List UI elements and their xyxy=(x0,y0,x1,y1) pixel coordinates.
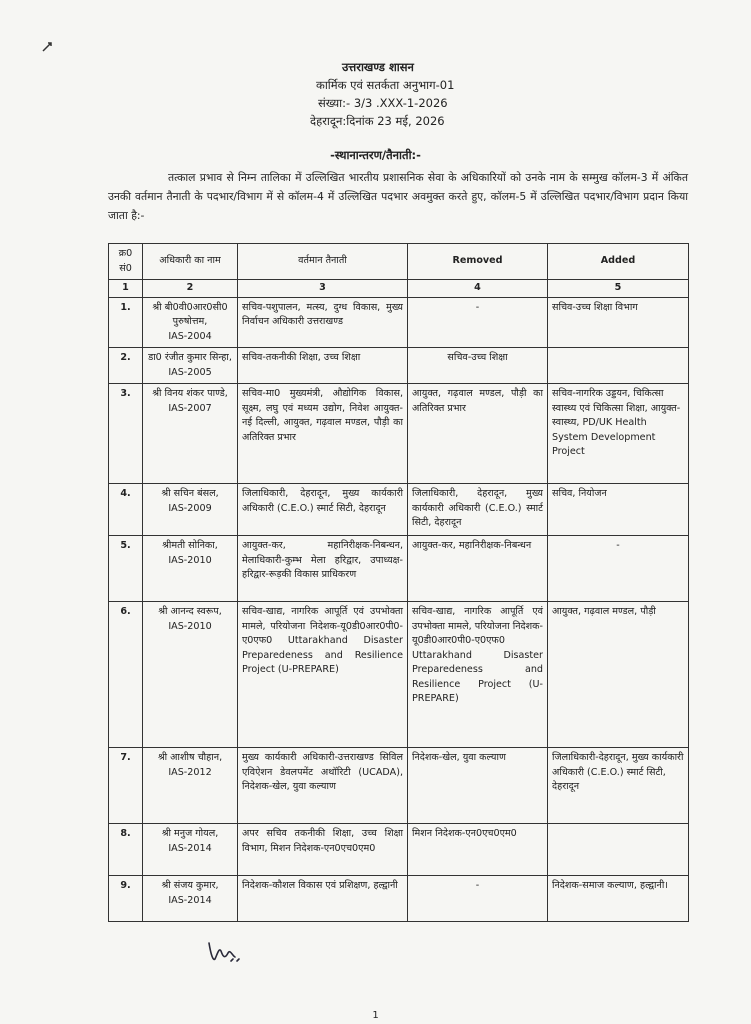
current-posting: अपर सचिव तकनीकी शिक्षा, उच्च शिक्षा विभाग, मिशन निदेशक-एन0एच0एम0 xyxy=(238,824,408,876)
officer-service: IAS-2012 xyxy=(168,766,212,778)
removed-charge: सचिव-उच्च शिक्षा xyxy=(408,348,548,384)
table-row xyxy=(109,748,689,824)
officer-cell xyxy=(143,876,238,922)
transfer-table xyxy=(108,243,689,922)
officer-name: श्री आनन्द स्वरूप, xyxy=(158,606,222,617)
officer-service: IAS-2005 xyxy=(168,366,212,378)
table-header-row xyxy=(109,244,689,280)
signature-mark-icon xyxy=(205,935,245,965)
officer-service: IAS-2010 xyxy=(168,554,212,566)
officer-name: श्री मनुज गोयल, xyxy=(161,828,219,839)
column-number: 3 xyxy=(238,280,408,298)
officer-cell xyxy=(143,484,238,536)
serial-number: 6. xyxy=(109,602,143,748)
serial-number: 1. xyxy=(109,297,143,348)
added-charge xyxy=(548,824,689,876)
officer-service: IAS-2014 xyxy=(168,842,212,854)
current-posting: सचिव-तकनीकी शिक्षा, उच्च शिक्षा xyxy=(238,348,408,384)
removed-charge: - xyxy=(408,297,548,348)
serial-number: 4. xyxy=(109,484,143,536)
current-posting: जिलाधिकारी, देहरादून, मुख्य कार्यकारी अधिकारी (C.E.O.) स्मार्ट सिटी, देहरादून xyxy=(238,484,408,536)
added-charge: जिलाधिकारी-देहरादून, मुख्य कार्यकारी अधिकारी (C.E.O.) स्मार्ट सिटी, देहरादून xyxy=(548,748,689,824)
serial-number: 5. xyxy=(109,536,143,602)
officer-cell xyxy=(143,348,238,384)
added-charge xyxy=(548,348,689,384)
removed-charge: निदेशक-खेल, युवा कल्याण xyxy=(408,748,548,824)
removed-charge: सचिव-खाद्य, नागरिक आपूर्ति एवं उपभोक्ता मामले, परियोजना निदेशक-यू0डी0आर0पी0-ए0एफ0 Uttarakhand Disaster Preparedeness and Resilience Project (U-PREPARE) xyxy=(408,602,548,748)
header-officer-name: अधिकारी का नाम xyxy=(143,244,238,280)
page-number: 1 xyxy=(372,1010,379,1021)
officer-name: श्री आशीष चौहान, xyxy=(157,752,223,763)
table-row xyxy=(109,384,689,484)
removed-charge: मिशन निदेशक-एन0एच0एम0 xyxy=(408,824,548,876)
column-number: 5 xyxy=(548,280,689,298)
header-serial: क्र0 सं0 xyxy=(109,244,143,280)
officer-cell xyxy=(143,384,238,484)
table-row xyxy=(109,824,689,876)
officer-cell xyxy=(143,297,238,348)
added-charge: सचिव, नियोजन xyxy=(548,484,689,536)
added-charge: सचिव-उच्च शिक्षा विभाग xyxy=(548,297,689,348)
header-removed: Removed xyxy=(408,244,548,280)
officer-cell xyxy=(143,536,238,602)
officer-name: श्री सचिन बंसल, xyxy=(161,488,219,499)
added-charge: - xyxy=(548,536,689,602)
order-subject: -स्थानान्तरण/तैनाती:- xyxy=(330,148,421,162)
column-number: 1 xyxy=(109,280,143,298)
serial-number: 2. xyxy=(109,348,143,384)
table-row xyxy=(109,876,689,922)
current-posting: निदेशक-कौशल विकास एवं प्रशिक्षण, हल्द्वानी xyxy=(238,876,408,922)
officer-service: IAS-2010 xyxy=(168,620,212,632)
current-posting: सचिव-खाद्य, नागरिक आपूर्ति एवं उपभोक्ता मामले, परियोजना निदेशक-यू0डी0आर0पी0-ए0एफ0 Uttarakhand Disaster Preparedeness and Resilience Project (U-PREPARE) xyxy=(238,602,408,748)
serial-number: 8. xyxy=(109,824,143,876)
officer-name: डा0 रंजीत कुमार सिन्हा, xyxy=(148,352,232,363)
removed-charge: आयुक्त-कर, महानिरीक्षक-निबन्धन xyxy=(408,536,548,602)
header-current-posting: वर्तमान तैनाती xyxy=(238,244,408,280)
place-date: देहरादून:दिनांक 23 मई, 2026 xyxy=(310,114,445,128)
serial-number: 9. xyxy=(109,876,143,922)
column-number-row xyxy=(109,280,689,298)
margin-mark-icon xyxy=(40,40,54,54)
removed-charge: जिलाधिकारी, देहरादून, मुख्य कार्यकारी अधिकारी (C.E.O.) स्मार्ट सिटी, देहरादून xyxy=(408,484,548,536)
current-posting: सचिव-पशुपालन, मत्स्य, दुग्ध विकास, मुख्य निर्वाचन अधिकारी उत्तराखण्ड xyxy=(238,297,408,348)
serial-number: 3. xyxy=(109,384,143,484)
header-added: Added xyxy=(548,244,689,280)
added-charge: निदेशक-समाज कल्याण, हल्द्वानी। xyxy=(548,876,689,922)
officer-service: IAS-2009 xyxy=(168,502,212,514)
table-row xyxy=(109,297,689,348)
column-number: 4 xyxy=(408,280,548,298)
removed-charge: आयुक्त, गढ़वाल मण्डल, पौड़ी का अतिरिक्त प्रभार xyxy=(408,384,548,484)
document-header xyxy=(300,58,540,130)
officer-name: श्री विनय शंकर पाण्डे, xyxy=(152,388,228,399)
department-name: उत्तराखण्ड शासन xyxy=(342,60,414,74)
table-row xyxy=(109,484,689,536)
table-row xyxy=(109,602,689,748)
officer-cell xyxy=(143,748,238,824)
serial-number: 7. xyxy=(109,748,143,824)
removed-charge: - xyxy=(408,876,548,922)
added-charge: आयुक्त, गढ़वाल मण्डल, पौड़ी xyxy=(548,602,689,748)
column-number: 2 xyxy=(143,280,238,298)
order-paragraph: तत्काल प्रभाव से निम्न तालिका में उल्लिखित भारतीय प्रशासनिक सेवा के अधिकारियों को उनके नाम के सम्मुख कॉलम-3 में अंकित उनकी वर्तमान तैनाती के पदभार/विभाग में से कॉलम-4 में उल्लिखित पदभार अवमुक्त करते हुए, कॉलम-5 में उल्लिखित पदभार/विभाग प्रदान किया जाता है:- xyxy=(108,171,688,222)
added-charge: सचिव-नागरिक उड्डयन, चिकित्सा स्वास्थ्य एवं चिकित्सा शिक्षा, आयुक्त-स्वास्थ्य, PD/UK Health System Development Project xyxy=(548,384,689,484)
officer-name: श्रीमती सोनिका, xyxy=(162,540,218,551)
officer-service: IAS-2007 xyxy=(168,402,212,414)
section-name: कार्मिक एवं सतर्कता अनुभाग-01 xyxy=(316,78,455,92)
order-number: संख्या:- 3/3 .XXX-1-2026 xyxy=(318,96,448,110)
table-row xyxy=(109,348,689,384)
officer-cell xyxy=(143,602,238,748)
officer-cell xyxy=(143,824,238,876)
officer-name: श्री संजय कुमार, xyxy=(161,880,219,891)
current-posting: सचिव-मा0 मुख्यमंत्री, औद्योगिक विकास, सूक्ष्म, लघु एवं मध्यम उद्योग, निवेश आयुक्त-नई दिल्ली, आयुक्त, गढ़वाल मण्डल, पौड़ी का अतिरिक्त प्रभार xyxy=(238,384,408,484)
table-row xyxy=(109,536,689,602)
officer-name: श्री बी0वी0आर0सी0 पुरुषोत्तम, xyxy=(152,301,228,327)
current-posting: मुख्य कार्यकारी अधिकारी-उत्तराखण्ड सिविल एविऐशन डेवलपमेंट अथॉरिटी (UCADA), निदेशक-खेल, युवा कल्याण xyxy=(238,748,408,824)
current-posting: आयुक्त-कर, महानिरीक्षक-निबन्धन, मेलाधिकारी-कुम्भ मेला हरिद्वार, उपाध्यक्ष-हरिद्वार-रूड़की विकास प्राधिकरण xyxy=(238,536,408,602)
officer-service: IAS-2014 xyxy=(168,894,212,906)
officer-service: IAS-2004 xyxy=(168,330,212,342)
